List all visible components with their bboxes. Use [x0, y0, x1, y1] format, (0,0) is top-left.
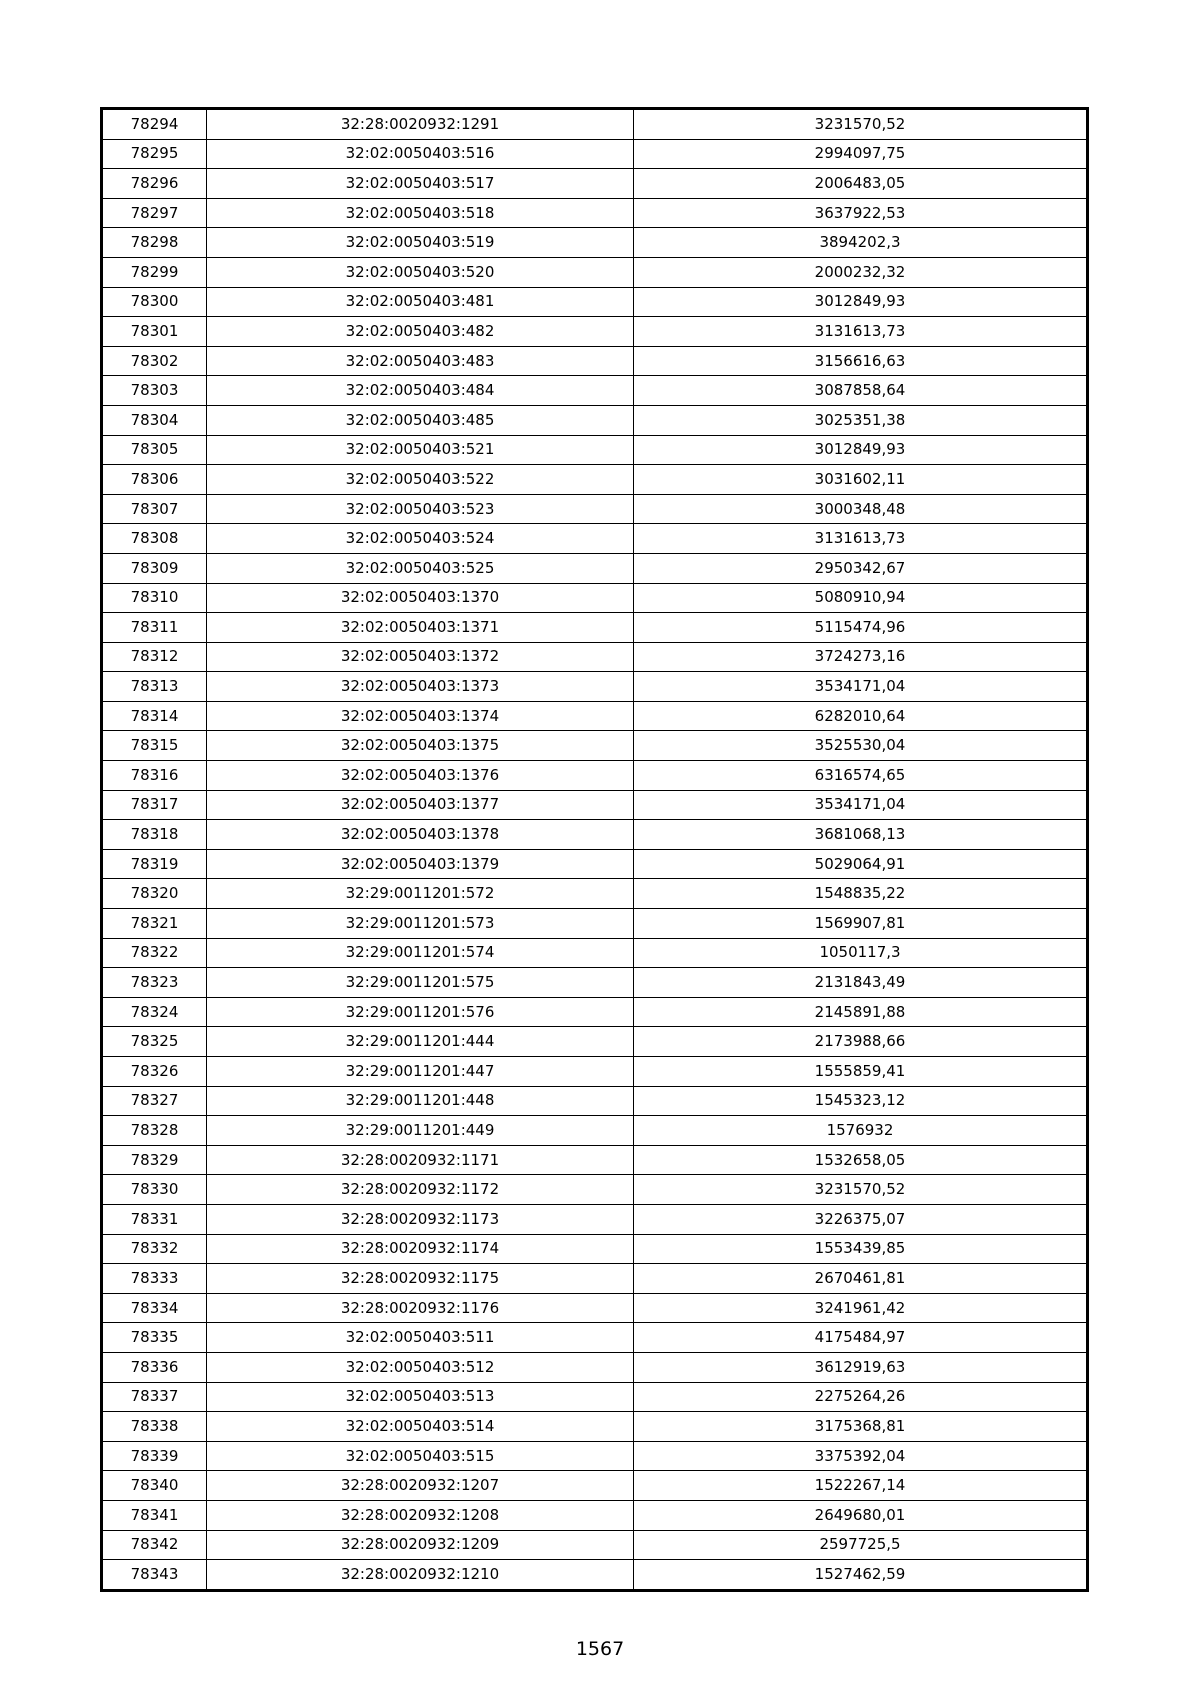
- cadastral-value-cell: 3612919,63: [634, 1352, 1087, 1382]
- table-row: [103, 376, 1087, 406]
- row-number-cell: 78330: [103, 1175, 207, 1205]
- cadastral-value-cell: 1527462,59: [634, 1560, 1087, 1590]
- cadastral-value-cell: 1050117,3: [634, 938, 1087, 968]
- table-row: [103, 1293, 1087, 1323]
- cadastral-value-cell: 1548835,22: [634, 879, 1087, 909]
- cadastral-number-cell: 32:02:0050403:525: [207, 553, 634, 583]
- cadastral-value-cell: 3241961,42: [634, 1293, 1087, 1323]
- cadastral-value-cell: 3087858,64: [634, 376, 1087, 406]
- cadastral-value-cell: 5080910,94: [634, 583, 1087, 613]
- cadastral-value-cell: 3031602,11: [634, 465, 1087, 495]
- table-row: [103, 1500, 1087, 1530]
- table-row: [103, 1086, 1087, 1116]
- row-number-cell: 78309: [103, 553, 207, 583]
- cadastral-value-cell: 6316574,65: [634, 761, 1087, 791]
- cadastral-number-cell: 32:28:0020932:1207: [207, 1471, 634, 1501]
- row-number-cell: 78295: [103, 139, 207, 169]
- cadastral-number-cell: 32:02:0050403:481: [207, 287, 634, 317]
- cadastral-number-cell: 32:02:0050403:1379: [207, 849, 634, 879]
- cadastral-value-cell: 2006483,05: [634, 169, 1087, 199]
- cadastral-number-cell: 32:02:0050403:511: [207, 1323, 634, 1353]
- cadastral-number-cell: 32:29:0011201:573: [207, 909, 634, 939]
- cadastral-number-cell: 32:28:0020932:1210: [207, 1560, 634, 1590]
- table-row: [103, 287, 1087, 317]
- cadastral-number-cell: 32:02:0050403:520: [207, 257, 634, 287]
- row-number-cell: 78335: [103, 1323, 207, 1353]
- table-row: [103, 820, 1087, 850]
- cadastral-value-cell: 3534171,04: [634, 672, 1087, 702]
- table-row: [103, 139, 1087, 169]
- cadastral-number-cell: 32:02:0050403:1373: [207, 672, 634, 702]
- table-row: [103, 879, 1087, 909]
- table-row: [103, 1560, 1087, 1590]
- table-row: [103, 257, 1087, 287]
- cadastral-value-cell: 2145891,88: [634, 997, 1087, 1027]
- table-row: [103, 1441, 1087, 1471]
- row-number-cell: 78343: [103, 1560, 207, 1590]
- cadastral-number-cell: 32:28:0020932:1291: [207, 110, 634, 140]
- table-row: [103, 1234, 1087, 1264]
- table-row: [103, 169, 1087, 199]
- row-number-cell: 78332: [103, 1234, 207, 1264]
- cadastral-number-cell: 32:02:0050403:513: [207, 1382, 634, 1412]
- row-number-cell: 78328: [103, 1116, 207, 1146]
- row-number-cell: 78302: [103, 346, 207, 376]
- cadastral-number-cell: 32:28:0020932:1173: [207, 1204, 634, 1234]
- table-row: [103, 968, 1087, 998]
- cadastral-value-cell: 2000232,32: [634, 257, 1087, 287]
- cadastral-number-cell: 32:29:0011201:574: [207, 938, 634, 968]
- table-row: [103, 435, 1087, 465]
- cadastral-value-cell: 1545323,12: [634, 1086, 1087, 1116]
- cadastral-number-cell: 32:28:0020932:1209: [207, 1530, 634, 1560]
- cadastral-number-cell: 32:02:0050403:1370: [207, 583, 634, 613]
- cadastral-number-cell: 32:02:0050403:1372: [207, 642, 634, 672]
- table-row: [103, 613, 1087, 643]
- table-row: [103, 701, 1087, 731]
- row-number-cell: 78299: [103, 257, 207, 287]
- row-number-cell: 78301: [103, 317, 207, 347]
- cadastral-value-cell: 6282010,64: [634, 701, 1087, 731]
- row-number-cell: 78319: [103, 849, 207, 879]
- cadastral-value-cell: 1532658,05: [634, 1145, 1087, 1175]
- table-row: [103, 997, 1087, 1027]
- row-number-cell: 78297: [103, 198, 207, 228]
- row-number-cell: 78326: [103, 1057, 207, 1087]
- cadastral-value-cell: 3525530,04: [634, 731, 1087, 761]
- row-number-cell: 78303: [103, 376, 207, 406]
- cadastral-number-cell: 32:02:0050403:1378: [207, 820, 634, 850]
- cadastral-value-cell: 2275264,26: [634, 1382, 1087, 1412]
- table-row: [103, 1027, 1087, 1057]
- cadastral-value-cell: 3000348,48: [634, 494, 1087, 524]
- cadastral-value-cell: 5029064,91: [634, 849, 1087, 879]
- row-number-cell: 78300: [103, 287, 207, 317]
- cadastral-value-cell: 3231570,52: [634, 1175, 1087, 1205]
- cadastral-number-cell: 32:28:0020932:1176: [207, 1293, 634, 1323]
- cadastral-value-cell: 3375392,04: [634, 1441, 1087, 1471]
- cadastral-value-cell: 3226375,07: [634, 1204, 1087, 1234]
- table-row: [103, 346, 1087, 376]
- row-number-cell: 78298: [103, 228, 207, 258]
- cadastral-number-cell: 32:29:0011201:576: [207, 997, 634, 1027]
- cadastral-number-cell: 32:28:0020932:1172: [207, 1175, 634, 1205]
- row-number-cell: 78304: [103, 405, 207, 435]
- row-number-cell: 78337: [103, 1382, 207, 1412]
- table-row: [103, 1323, 1087, 1353]
- cadastral-value-cell: 1569907,81: [634, 909, 1087, 939]
- row-number-cell: 78329: [103, 1145, 207, 1175]
- cadastral-value-cell: 3025351,38: [634, 405, 1087, 435]
- cadastral-number-cell: 32:02:0050403:516: [207, 139, 634, 169]
- table-row: [103, 761, 1087, 791]
- row-number-cell: 78338: [103, 1412, 207, 1442]
- cadastral-value-cell: 3534171,04: [634, 790, 1087, 820]
- table-row: [103, 494, 1087, 524]
- cadastral-value-cell: 3637922,53: [634, 198, 1087, 228]
- cadastral-value-cell: 5115474,96: [634, 613, 1087, 643]
- table-row: [103, 1116, 1087, 1146]
- table-row: [103, 553, 1087, 583]
- table-body: [103, 110, 1087, 1590]
- cadastral-number-cell: 32:02:0050403:1376: [207, 761, 634, 791]
- page-number: 1567: [575, 1638, 625, 1660]
- cadastral-value-cell: 4175484,97: [634, 1323, 1087, 1353]
- table-row: [103, 110, 1087, 140]
- cadastral-number-cell: 32:29:0011201:448: [207, 1086, 634, 1116]
- table-row: [103, 465, 1087, 495]
- row-number-cell: 78342: [103, 1530, 207, 1560]
- table-row: [103, 731, 1087, 761]
- table-row: [103, 1530, 1087, 1560]
- row-number-cell: 78339: [103, 1441, 207, 1471]
- table-row: [103, 790, 1087, 820]
- table-row: [103, 909, 1087, 939]
- cadastral-number-cell: 32:02:0050403:524: [207, 524, 634, 554]
- cadastral-number-cell: 32:29:0011201:447: [207, 1057, 634, 1087]
- cadastral-number-cell: 32:28:0020932:1171: [207, 1145, 634, 1175]
- cadastral-value-cell: 1522267,14: [634, 1471, 1087, 1501]
- cadastral-value-cell: 3131613,73: [634, 524, 1087, 554]
- row-number-cell: 78311: [103, 613, 207, 643]
- cadastral-value-cell: 3231570,52: [634, 110, 1087, 140]
- row-number-cell: 78310: [103, 583, 207, 613]
- cadastral-number-cell: 32:02:0050403:1371: [207, 613, 634, 643]
- row-number-cell: 78324: [103, 997, 207, 1027]
- table-row: [103, 1471, 1087, 1501]
- cadastral-number-cell: 32:29:0011201:449: [207, 1116, 634, 1146]
- row-number-cell: 78331: [103, 1204, 207, 1234]
- cadastral-number-cell: 32:28:0020932:1208: [207, 1500, 634, 1530]
- row-number-cell: 78294: [103, 110, 207, 140]
- table-row: [103, 1352, 1087, 1382]
- cadastral-number-cell: 32:02:0050403:1377: [207, 790, 634, 820]
- row-number-cell: 78323: [103, 968, 207, 998]
- row-number-cell: 78305: [103, 435, 207, 465]
- cadastral-value-cell: 3175368,81: [634, 1412, 1087, 1442]
- table-row: [103, 672, 1087, 702]
- table-row: [103, 583, 1087, 613]
- row-number-cell: 78341: [103, 1500, 207, 1530]
- cadastral-number-cell: 32:02:0050403:482: [207, 317, 634, 347]
- table-row: [103, 228, 1087, 258]
- cadastral-number-cell: 32:28:0020932:1175: [207, 1264, 634, 1294]
- cadastral-number-cell: 32:29:0011201:444: [207, 1027, 634, 1057]
- cadastral-value-cell: 2994097,75: [634, 139, 1087, 169]
- table-row: [103, 938, 1087, 968]
- row-number-cell: 78318: [103, 820, 207, 850]
- table-row: [103, 524, 1087, 554]
- table-row: [103, 1382, 1087, 1412]
- cadastral-number-cell: 32:02:0050403:515: [207, 1441, 634, 1471]
- cadastral-value-cell: 1555859,41: [634, 1057, 1087, 1087]
- row-number-cell: 78316: [103, 761, 207, 791]
- row-number-cell: 78314: [103, 701, 207, 731]
- row-number-cell: 78325: [103, 1027, 207, 1057]
- row-number-cell: 78296: [103, 169, 207, 199]
- row-number-cell: 78340: [103, 1471, 207, 1501]
- cadastral-number-cell: 32:28:0020932:1174: [207, 1234, 634, 1264]
- cadastral-number-cell: 32:02:0050403:518: [207, 198, 634, 228]
- cadastral-value-table: [102, 109, 1087, 1590]
- cadastral-number-cell: 32:02:0050403:512: [207, 1352, 634, 1382]
- cadastral-value-cell: 2173988,66: [634, 1027, 1087, 1057]
- cadastral-value-cell: 3894202,3: [634, 228, 1087, 258]
- row-number-cell: 78306: [103, 465, 207, 495]
- row-number-cell: 78315: [103, 731, 207, 761]
- cadastral-value-cell: 1553439,85: [634, 1234, 1087, 1264]
- cadastral-value-cell: 3724273,16: [634, 642, 1087, 672]
- row-number-cell: 78336: [103, 1352, 207, 1382]
- cadastral-value-cell: 1576932: [634, 1116, 1087, 1146]
- table-row: [103, 1412, 1087, 1442]
- cadastral-number-cell: 32:02:0050403:522: [207, 465, 634, 495]
- cadastral-number-cell: 32:02:0050403:1375: [207, 731, 634, 761]
- cadastral-number-cell: 32:02:0050403:514: [207, 1412, 634, 1442]
- cadastral-number-cell: 32:02:0050403:521: [207, 435, 634, 465]
- row-number-cell: 78334: [103, 1293, 207, 1323]
- table-row: [103, 405, 1087, 435]
- row-number-cell: 78327: [103, 1086, 207, 1116]
- cadastral-number-cell: 32:02:0050403:519: [207, 228, 634, 258]
- row-number-cell: 78308: [103, 524, 207, 554]
- cadastral-number-cell: 32:02:0050403:485: [207, 405, 634, 435]
- table-row: [103, 1175, 1087, 1205]
- table-row: [103, 1145, 1087, 1175]
- row-number-cell: 78333: [103, 1264, 207, 1294]
- row-number-cell: 78317: [103, 790, 207, 820]
- table-row: [103, 317, 1087, 347]
- row-number-cell: 78307: [103, 494, 207, 524]
- table-row: [103, 1204, 1087, 1234]
- cadastral-value-cell: 3131613,73: [634, 317, 1087, 347]
- cadastral-value-cell: 2649680,01: [634, 1500, 1087, 1530]
- cadastral-number-cell: 32:29:0011201:572: [207, 879, 634, 909]
- cadastral-value-cell: 2950342,67: [634, 553, 1087, 583]
- cadastral-value-cell: 3156616,63: [634, 346, 1087, 376]
- table-row: [103, 1264, 1087, 1294]
- cadastral-number-cell: 32:02:0050403:517: [207, 169, 634, 199]
- cadastral-value-cell: 2670461,81: [634, 1264, 1087, 1294]
- table-row: [103, 642, 1087, 672]
- cadastral-value-cell: 2131843,49: [634, 968, 1087, 998]
- cadastral-value-cell: 3681068,13: [634, 820, 1087, 850]
- row-number-cell: 78321: [103, 909, 207, 939]
- cadastral-number-cell: 32:02:0050403:484: [207, 376, 634, 406]
- cadastral-value-cell: 3012849,93: [634, 435, 1087, 465]
- table-row: [103, 1057, 1087, 1087]
- table-row: [103, 198, 1087, 228]
- cadastral-number-cell: 32:02:0050403:1374: [207, 701, 634, 731]
- cadastral-number-cell: 32:02:0050403:483: [207, 346, 634, 376]
- row-number-cell: 78322: [103, 938, 207, 968]
- cadastral-number-cell: 32:02:0050403:523: [207, 494, 634, 524]
- row-number-cell: 78312: [103, 642, 207, 672]
- cadastral-value-cell: 2597725,5: [634, 1530, 1087, 1560]
- cadastral-number-cell: 32:29:0011201:575: [207, 968, 634, 998]
- row-number-cell: 78320: [103, 879, 207, 909]
- table-row: [103, 849, 1087, 879]
- cadastral-value-cell: 3012849,93: [634, 287, 1087, 317]
- row-number-cell: 78313: [103, 672, 207, 702]
